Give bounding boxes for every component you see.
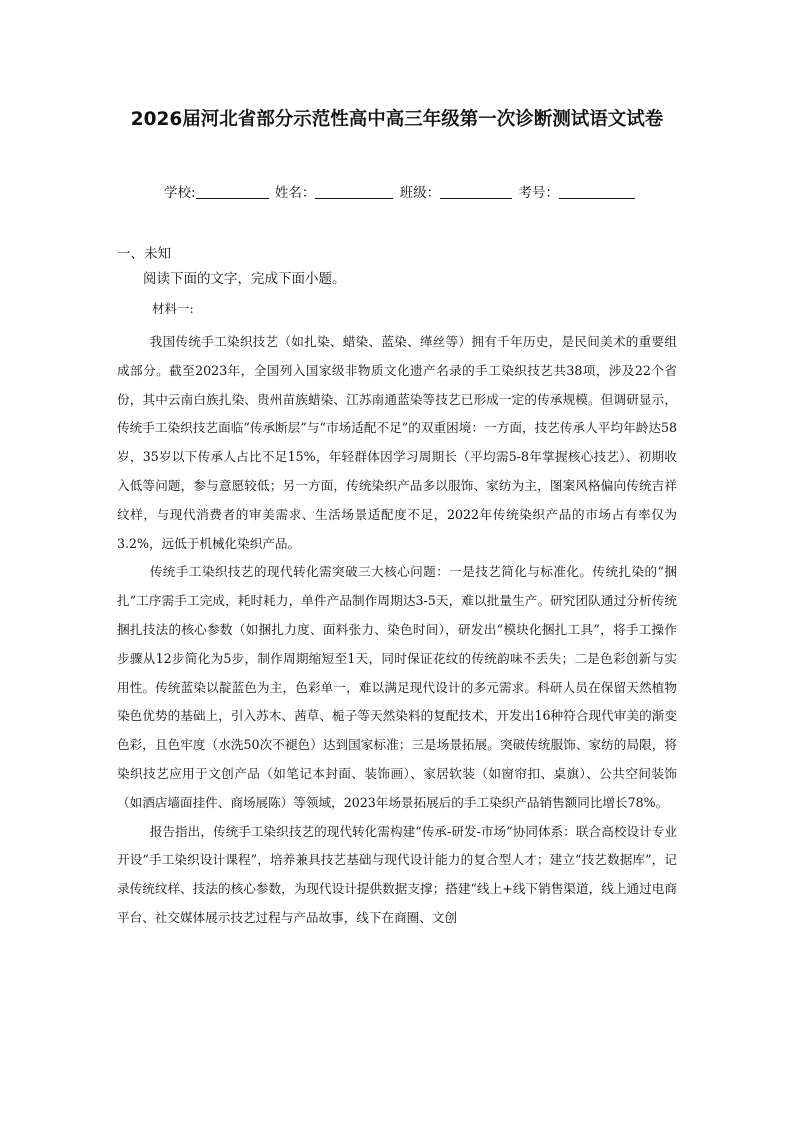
class-blank bbox=[440, 184, 512, 199]
reading-instruction: 阅读下面的文字，完成下面小题。 bbox=[143, 271, 346, 287]
school-blank bbox=[196, 184, 269, 199]
student-info-row bbox=[164, 181, 644, 201]
name-label: 姓名： bbox=[274, 185, 316, 201]
paragraph: 我国传统手工染织技艺（如扎染、蜡染、蓝染、缂丝等）拥有千年历史，是民间美术的重要组成部分。截至2023年，全国列入国家级非物质文化遗产名录的手工染织技艺共38项，涉及22个省份，其中云南白族扎染、贵州苗族蜡染、江苏南通蓝染等技艺已形成一定的传承规模。但调研显示，传统手工染织技艺面临“传承断层”与“市场适配不足”的双重困境：一方面，技艺传承人平均年龄达58岁，35岁以下传承人占比不足15%，年轻群体因学习周期长（平均需5-8年掌握核心技艺）、初期收入低等问题，参与意愿较低；另一方面，传统染织产品多以服饰、家纺为主，图案风格偏向传统吉祥纹样，与现代消费者的审美需求、生活场景适配度不足，2022年传统染织产品的市场占有率仅为3.2%，远低于机械化染织产品。 bbox=[117, 334, 677, 551]
name-blank bbox=[315, 184, 393, 199]
material-label: 材料一: bbox=[152, 301, 194, 316]
paragraph: 报告指出，传统手工染织技艺的现代转化需构建“传承-研发-市场”协同体系：联合高校设计专业开设“手工染织设计课程”，培养兼具技艺基础与现代设计能力的复合型人才；建立“技艺数据库”，记录传统纹样、技法的核心参数，为现代设计提供数据支撑；搭建“线上+线下销售渠道，线上通过电商平台、社交媒体展示技艺过程与产品故事，线下在商圈、文创 bbox=[117, 823, 677, 925]
material-text bbox=[117, 328, 677, 933]
school-label: 学校: bbox=[164, 185, 196, 201]
paragraph: 传统手工染织技艺的现代转化需突破三大核心问题：一是技艺简化与标准化。传统扎染的“捆扎”工序需手工完成，耗时耗力，单件产品制作周期达3-5天，难以批量生产。研究团队通过分析传统捆扎技法的核心参数（如捆扎力度、面料张力、染色时间），研发出“模块化捆扎工具”，将手工操作步骤从12步简化为5步，制作周期缩短至1天，同时保证花纹的传统韵味不丢失；二是色彩创新与实用性。传统蓝染以靛蓝色为主，色彩单一，难以满足现代设计的多元需求。科研人员在保留天然植物染色优势的基础上，引入苏木、茜草、栀子等天然染料的复配技术，开发出16种符合现代审美的渐变色彩，且色牢度（水洗50次不褪色）达到国家标准；三是场景拓展。突破传统服饰、家纺的局限，将染织技艺应用于文创产品（如笔记本封面、装饰画）、家居软装（如窗帘扣、桌旗）、公共空间装饰（如酒店墙面挂件、商场展陈）等领域，2023年场景拓展后的手工染织产品销售额同比增长78%。 bbox=[117, 564, 677, 810]
exam-number-label: 考号： bbox=[518, 185, 559, 201]
class-label: 班级： bbox=[399, 185, 441, 201]
exam-title: 2026届河北省部分示范性高中高三年级第一次诊断测试语文试卷 bbox=[130, 109, 664, 130]
section-heading: 一、未知 bbox=[117, 246, 171, 262]
exam-number-blank bbox=[559, 184, 635, 199]
